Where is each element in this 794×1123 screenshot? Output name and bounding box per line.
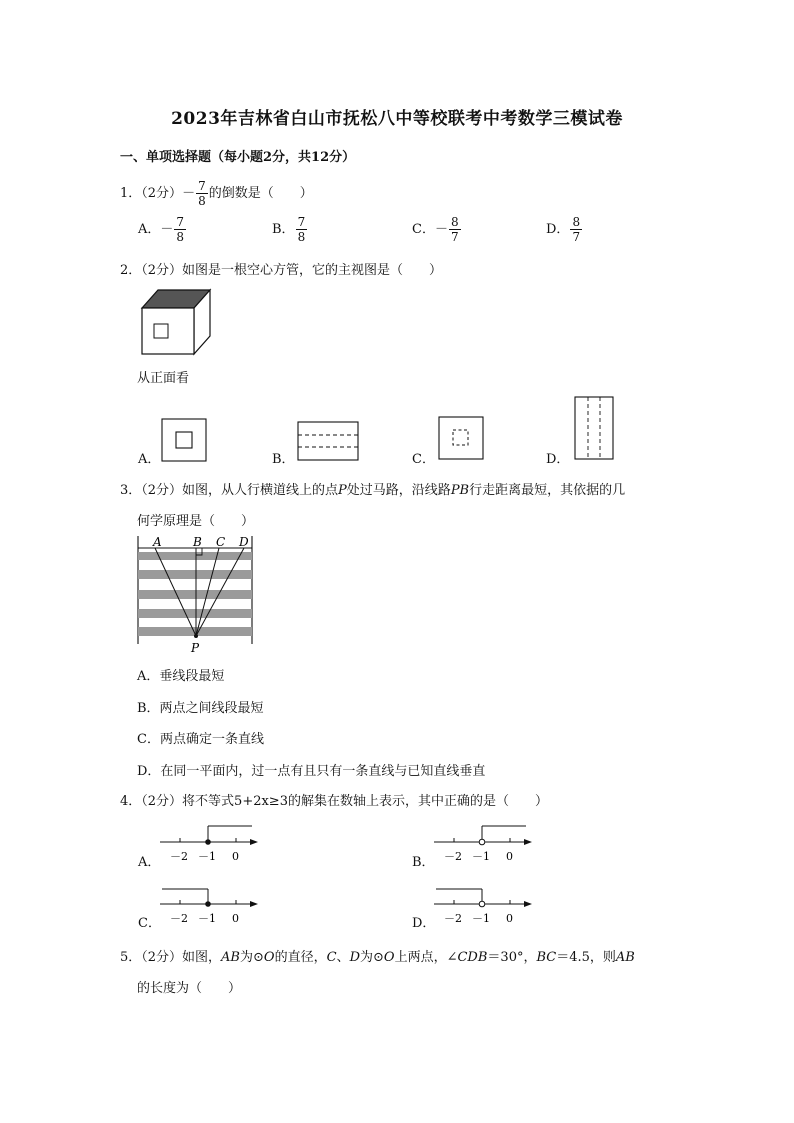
question-2: 2．（2分）如图是一根空心方管，它的主视图是（ ） [120,263,443,278]
crosswalk-stripe [138,590,252,599]
q1-frac-den: 8 [198,194,206,208]
q3-option-d[interactable]: D．在同一平面内，过一点有且只有一条直线与已知直线垂直 [137,764,486,779]
option-fraction [449,216,461,243]
q3-text-a: 3．（2分）如图，从人行横道线上的点 [120,483,339,498]
option-den: 7 [572,230,581,244]
label-a: A [153,535,162,549]
q5-var: CDB [457,950,488,965]
q1-option-d[interactable] [546,216,583,243]
option-sign: － [160,222,174,237]
q3-point-p: P [338,483,347,498]
svg-text:0: 0 [232,912,239,925]
option-letter: A． [138,222,161,237]
q2-option-d-figure[interactable] [574,396,614,460]
q2-option-b-label[interactable]: B． [272,452,295,467]
q1-score: （2分） [141,186,183,201]
svg-text:－2: －2 [444,850,462,863]
option-fraction [174,216,186,243]
q5-var: D [349,950,360,965]
svg-text:0: 0 [506,850,513,863]
question-5-line2: 的长度为（ ） [137,981,242,996]
label-p: P [191,641,200,655]
question-1 [120,180,313,207]
option-num: 7 [297,215,306,229]
svg-text:－2: －2 [444,912,462,925]
option-num: 8 [572,215,581,229]
page-title: 2023年吉林省白山市抚松八中等校联考中考数学三模试卷 [171,109,623,129]
hollow-tube-figure [136,286,216,358]
q1-tail: 的倒数是（ ） [208,186,313,201]
q4-option-c-numberline[interactable] [160,886,260,928]
q1-fraction [196,180,208,207]
figure-caption: 从正面看 [137,371,190,386]
option-num: 7 [176,215,185,229]
q1-frac-num: 7 [198,179,206,193]
q1-minus: － [182,186,196,201]
q3-text-c: 行走距离最短，其依据的几 [469,483,626,498]
q4-option-a-numberline[interactable] [160,824,260,866]
q1-option-a[interactable] [138,216,187,243]
question-5-line1 [120,946,635,965]
q4-option-c-label[interactable]: C． [138,916,161,931]
q5-text: 、 [336,950,350,965]
tube-hole [154,324,168,338]
q5-var: O [383,950,395,965]
q3-option-b[interactable]: B．两点之间线段最短 [137,701,264,716]
crosswalk-stripe [138,552,252,560]
crosswalk-stripe [138,609,252,618]
q2-option-a-figure[interactable] [161,418,207,462]
q5-text: 为⊙ [240,950,264,965]
q3-text-b: 处过马路，沿线路 [346,483,451,498]
option-fraction [570,216,582,243]
label-d: D [239,535,249,549]
label-b: B [193,535,202,549]
q5-text: 为⊙ [360,950,384,965]
option-den: 8 [297,230,306,244]
q5-var: AB [221,950,240,965]
svg-text:0: 0 [232,850,239,863]
q4-option-b-label[interactable]: B． [412,855,435,870]
option-den: 8 [176,230,185,244]
q1-option-b[interactable] [272,216,308,243]
question-3-line1 [120,479,625,498]
crosswalk-stripe [138,570,252,579]
option-den: 7 [450,230,459,244]
svg-text:－1: －1 [198,850,216,863]
question-3-line2: 何学原理是（ ） [137,514,255,529]
q1-option-c[interactable] [412,216,462,243]
label-c: C [216,535,226,549]
option-fraction [296,216,308,243]
q1-number: 1． [120,186,142,201]
q2-option-c-label[interactable]: C． [412,452,435,467]
q2-option-d-label[interactable]: D． [546,452,570,467]
point-p [194,634,198,638]
q2-option-c-figure[interactable] [438,416,484,460]
option-num: 8 [450,215,459,229]
crosswalk-figure [136,534,256,654]
q5-var: BC [536,950,557,965]
svg-text:－2: －2 [170,850,188,863]
q3-segment-pb: PB [450,483,470,498]
section-heading: 一、单项选择题（每小题2分，共12分） [120,150,356,165]
q5-text: 5．（2分）如图， [120,950,222,965]
q2-option-a-label[interactable]: A． [138,452,161,467]
svg-text:－1: －1 [198,912,216,925]
q5-text: ＝4.5，则 [556,950,616,965]
q4-option-b-numberline[interactable] [434,824,534,866]
svg-text:－2: －2 [170,912,188,925]
q3-option-a[interactable]: A．垂线段最短 [137,669,225,684]
q5-var: O [263,950,275,965]
q4-option-a-label[interactable]: A． [138,855,161,870]
q3-option-c[interactable]: C．两点确定一条直线 [137,732,264,747]
option-sign: － [434,222,448,237]
q5-text: 的直径， [274,950,327,965]
q5-var: AB [615,950,635,965]
option-letter: C． [412,222,435,237]
q4-option-d-numberline[interactable] [434,886,534,928]
svg-text:－1: －1 [472,912,490,925]
q2-option-b-figure[interactable] [297,421,359,461]
q5-text: 上两点，∠ [394,950,458,965]
q4-option-d-label[interactable]: D． [412,916,436,931]
svg-text:0: 0 [506,912,513,925]
question-4: 4．（2分）将不等式5+2x≥3的解集在数轴上表示，其中正确的是（ ） [120,794,548,809]
q5-text: ＝30°， [487,950,537,965]
option-letter: B． [272,222,295,237]
option-letter: D． [546,222,570,237]
q5-var: C [326,950,337,965]
svg-text:－1: －1 [472,850,490,863]
